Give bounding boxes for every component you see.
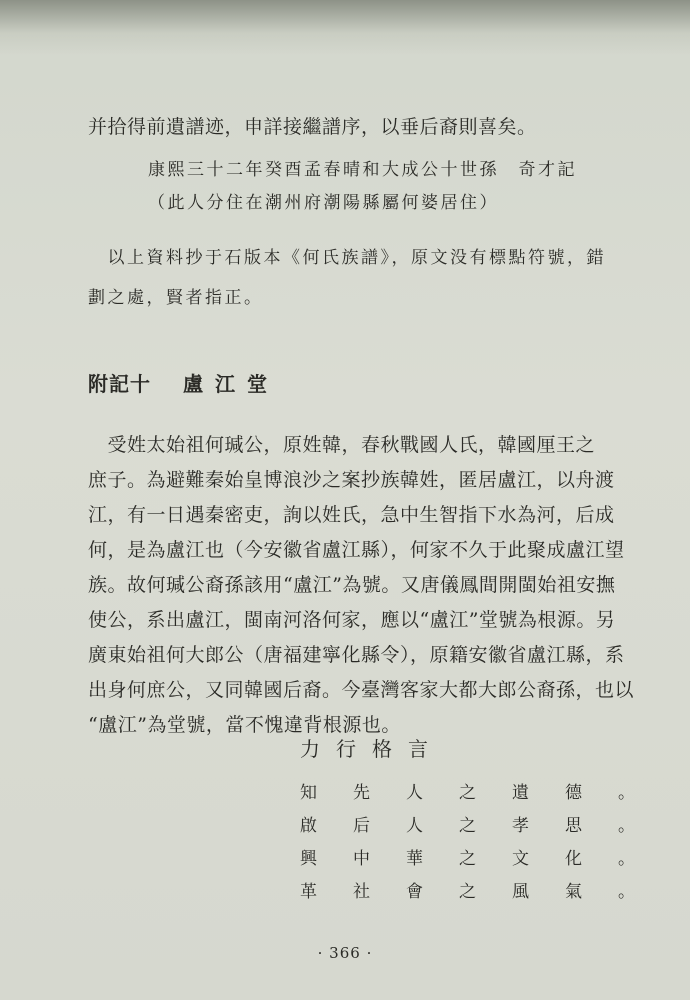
residence-note: （此人分住在潮州府潮陽縣屬何婆居住）	[148, 193, 499, 213]
section-title: 盧江堂	[183, 372, 279, 396]
body-line-4: 何，是為盧江也（今安徽省盧江縣），何家不久于此聚成盧江望	[88, 539, 625, 561]
body-line-6: 使公，系出盧江，閩南河洛何家，應以“盧江”堂號為根源。另	[88, 609, 616, 631]
body-line-1: 受姓太始祖何瑊公，原姓韓，春秋戰國人氏，韓國厘王之	[88, 434, 596, 456]
body-line-5: 族。故何瑊公裔孫該用“盧江”為號。又唐儀鳳間開閩始祖安撫	[88, 574, 616, 596]
page-top-shadow	[0, 0, 690, 55]
body-line-9: “盧江”為堂號，當不愧違背根源也。	[88, 714, 401, 736]
signature-line: 康熙三十二年癸酉孟春晴和大成公十世孫 奇才記	[148, 160, 577, 180]
proverb-title: 力行格言	[300, 737, 444, 761]
section-label: 附記十	[88, 372, 151, 396]
continued-text: 并拾得前遺譜迹，申詳接繼譜序，以垂后裔則喜矣。	[88, 116, 537, 138]
editor-note-line-2: 劃之處，賢者指正。	[88, 288, 264, 308]
body-line-2: 庶子。為避難秦始皇博浪沙之案抄族韓姓，匿居盧江，以舟渡	[88, 469, 615, 491]
body-line-8: 出身何庶公，又同韓國后裔。今臺灣客家大都大郎公裔孫，也以	[88, 679, 635, 701]
body-line-3: 江，有一日遇秦密吏，詢以姓氏，急中生智指下水為河，后成	[88, 504, 615, 526]
page-number: · 366 ·	[317, 944, 373, 962]
body-line-7: 廣東始祖何大郎公（唐福建寧化縣令），原籍安徽省盧江縣，系	[88, 644, 625, 666]
proverb-row-4: 革社會之風氣。	[300, 882, 671, 902]
proverb-row-3: 興中華之文化。	[300, 849, 671, 869]
proverb-row-2: 啟后人之孝思。	[300, 816, 671, 836]
proverb-row-1: 知先人之遺德。	[300, 783, 671, 803]
editor-note-line-1: 以上資料抄于石版本《何氏族譜》，原文没有標點符號，錯	[88, 248, 606, 268]
section-heading	[88, 368, 279, 397]
